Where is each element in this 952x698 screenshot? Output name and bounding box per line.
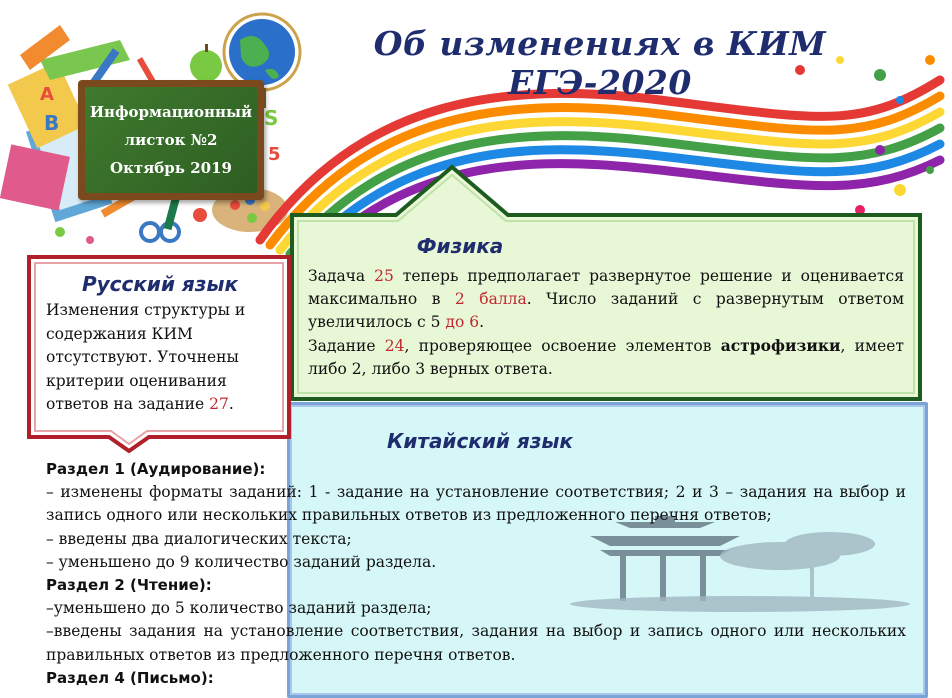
board-line-2: листок №2 bbox=[124, 131, 218, 149]
physics-title: Физика bbox=[416, 234, 504, 258]
chinese-s2-line-1: –уменьшено до 5 количество заданий раздела; bbox=[46, 599, 432, 618]
svg-text:5: 5 bbox=[268, 144, 281, 165]
chinese-section-4-title: Раздел 4 (Письмо): bbox=[46, 668, 214, 687]
chinese-section-1-title: Раздел 1 (Аудирование): bbox=[46, 460, 266, 478]
chinese-s1-line-3: – уменьшено до 9 количество заданий раздела. bbox=[46, 552, 437, 571]
chinese-s1-line-2: – введены два диалогических текста; bbox=[46, 529, 352, 548]
chinese-text bbox=[46, 458, 906, 690]
board-line-3: Октябрь 2019 bbox=[110, 159, 232, 177]
chinese-section-2-title: Раздел 2 (Чтение): bbox=[46, 576, 212, 595]
russian-text: Изменения структуры и содержания КИМ отсутствуют. Уточнены критерии оценивания ответов на задание 27. bbox=[46, 301, 246, 413]
info-chalkboard bbox=[78, 80, 264, 200]
chinese-title: Китайский язык bbox=[386, 429, 573, 453]
page-title: Об изменениях в КИМ ЕГЭ-2020 bbox=[373, 24, 827, 102]
svg-text:A: A bbox=[40, 84, 54, 105]
chinese-s2-line-2: –введены задания на установление соответствия, задания на выбор и запись одного или нескольких правильных ответов из предложенного перечня ответов. bbox=[46, 622, 906, 664]
physics-paragraph-2: Задание 24, проверяющее освоение элементов астрофизики, имеет либо 2, либо 3 верных ответа. bbox=[308, 336, 904, 378]
svg-text:B: B bbox=[44, 111, 60, 135]
physics-text bbox=[308, 265, 904, 381]
svg-text:S: S bbox=[264, 106, 279, 130]
physics-paragraph-1: Задача 25 теперь предполагает развернутое решение и оценивается максимально в 2 балла. Число заданий с развернутым ответом увеличилось с 5 до 6. bbox=[308, 267, 905, 331]
russian-title: Русский язык bbox=[81, 272, 239, 296]
board-line-1: Информационный bbox=[89, 103, 253, 121]
chinese-s1-line-1: – изменены форматы заданий: 1 - задание на установление соответствия; 2 и 3 – задания на выбор и запись одного или нескольких правильных ответов из предложенного перечня ответов; bbox=[46, 483, 906, 525]
